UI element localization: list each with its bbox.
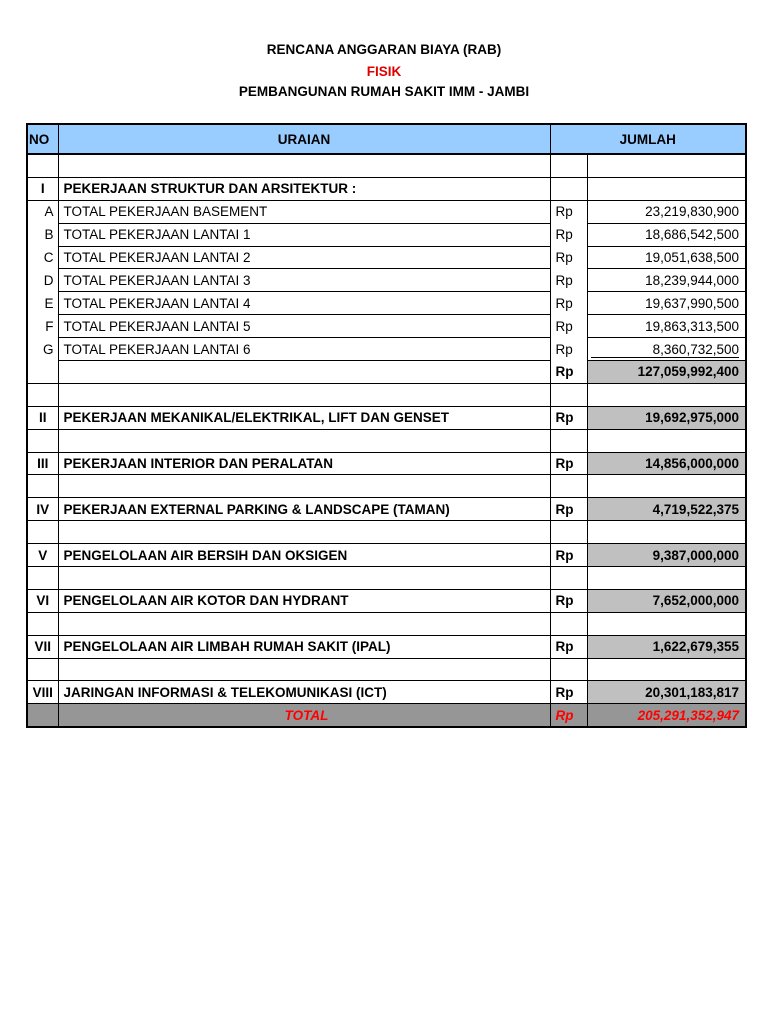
section-value: 1,622,679,355: [587, 635, 746, 658]
cell-empty: [58, 567, 550, 590]
section-no: VI: [27, 589, 58, 612]
section-no: I: [27, 177, 58, 200]
cell-empty: [550, 658, 587, 681]
item-desc: TOTAL PEKERJAAN LANTAI 4: [58, 292, 550, 315]
section-no: V: [27, 544, 58, 567]
subtotal-row: [27, 361, 746, 384]
table-header-row: [27, 124, 746, 154]
cell-empty: [550, 177, 587, 200]
section-title: PEKERJAAN STRUKTUR DAN ARSITEKTUR :: [58, 177, 550, 200]
item-value: 19,051,638,500: [587, 246, 746, 269]
item-value: 18,686,542,500: [587, 223, 746, 246]
section-no: VII: [27, 635, 58, 658]
total-currency: Rp: [550, 704, 587, 727]
cell-empty: [587, 429, 746, 452]
item-row: [27, 200, 746, 223]
item-row: [27, 338, 746, 361]
item-letter: B: [27, 223, 58, 246]
section-value: 14,856,000,000: [587, 452, 746, 475]
section-value: 7,652,000,000: [587, 589, 746, 612]
section-row: [27, 452, 746, 475]
section-currency: Rp: [550, 589, 587, 612]
subtotal-currency: Rp: [550, 361, 587, 384]
section-currency: Rp: [550, 452, 587, 475]
item-row: [27, 223, 746, 246]
empty-row: [27, 612, 746, 635]
section-currency: Rp: [550, 681, 587, 704]
total-value: 205,291,352,947: [587, 704, 746, 727]
cell-empty: [27, 521, 58, 544]
cell-empty: [27, 567, 58, 590]
item-desc: TOTAL PEKERJAAN LANTAI 1: [58, 223, 550, 246]
item-letter: A: [27, 200, 58, 223]
section-currency: Rp: [550, 544, 587, 567]
section-row: [27, 635, 746, 658]
item-value: 19,637,990,500: [587, 292, 746, 315]
item-currency: Rp: [550, 223, 587, 246]
subtotal-value: 127,059,992,400: [587, 361, 746, 384]
section-no: IV: [27, 498, 58, 521]
section-currency: Rp: [550, 406, 587, 429]
cell-empty: [27, 361, 58, 384]
header-jumlah: JUMLAH: [550, 124, 746, 154]
doc-title: RENCANA ANGGARAN BIAYA (RAB): [266, 42, 502, 57]
doc-subtitle: FISIK: [366, 64, 402, 79]
cell-empty: [550, 383, 587, 406]
item-value: 19,863,313,500: [587, 315, 746, 338]
cell-empty: [587, 177, 746, 200]
cell-empty: [27, 704, 58, 727]
empty-row: [27, 475, 746, 498]
cell-empty: [58, 154, 550, 177]
cell-empty: [58, 658, 550, 681]
section-title: JARINGAN INFORMASI & TELEKOMUNIKASI (ICT): [58, 681, 550, 704]
cell-empty: [27, 612, 58, 635]
section-no: VIII: [27, 681, 58, 704]
item-currency: Rp: [550, 200, 587, 223]
empty-row: [27, 383, 746, 406]
item-letter: E: [27, 292, 58, 315]
total-label: TOTAL: [58, 704, 550, 727]
cell-empty: [587, 154, 746, 177]
section-row: [27, 589, 746, 612]
section-value: 19,692,975,000: [587, 406, 746, 429]
item-currency: Rp: [550, 292, 587, 315]
section-value: 9,387,000,000: [587, 544, 746, 567]
item-row: [27, 246, 746, 269]
total-row: [27, 704, 746, 727]
cell-empty: [27, 475, 58, 498]
empty-row: [27, 658, 746, 681]
empty-row: [27, 429, 746, 452]
cell-empty: [550, 567, 587, 590]
section-row: [27, 544, 746, 567]
cell-empty: [587, 567, 746, 590]
empty-row: [27, 521, 746, 544]
item-currency: Rp: [550, 269, 587, 292]
item-row: [27, 315, 746, 338]
cell-empty: [58, 429, 550, 452]
item-currency: Rp: [550, 246, 587, 269]
cell-empty: [550, 475, 587, 498]
section-title: PEKERJAAN MEKANIKAL/ELEKTRIKAL, LIFT DAN GENSET: [58, 406, 550, 429]
section-no: III: [27, 452, 58, 475]
cell-empty: [58, 612, 550, 635]
item-desc: TOTAL PEKERJAAN BASEMENT: [58, 200, 550, 223]
cell-empty: [58, 383, 550, 406]
cell-empty: [550, 612, 587, 635]
item-value: 18,239,944,000: [587, 269, 746, 292]
header-no: NO: [27, 124, 58, 154]
item-desc: TOTAL PEKERJAAN LANTAI 5: [58, 315, 550, 338]
section-title: PEKERJAAN EXTERNAL PARKING & LANDSCAPE (TAMAN): [58, 498, 550, 521]
section-row: [27, 498, 746, 521]
item-value-cell: [587, 338, 746, 361]
item-desc: TOTAL PEKERJAAN LANTAI 2: [58, 246, 550, 269]
item-letter: F: [27, 315, 58, 338]
cell-empty: [58, 521, 550, 544]
section-title: PENGELOLAAN AIR KOTOR DAN HYDRANT: [58, 589, 550, 612]
cell-empty: [587, 475, 746, 498]
section-no: II: [27, 406, 58, 429]
cell-empty: [27, 154, 58, 177]
cell-empty: [587, 612, 746, 635]
section-title: PEKERJAAN INTERIOR DAN PERALATAN: [58, 452, 550, 475]
empty-row: [27, 567, 746, 590]
section-value: 20,301,183,817: [587, 681, 746, 704]
cell-empty: [550, 429, 587, 452]
cell-empty: [587, 383, 746, 406]
header-uraian: URAIAN: [58, 124, 550, 154]
item-letter: G: [27, 338, 58, 361]
cell-empty: [550, 521, 587, 544]
project-name: PEMBANGUNAN RUMAH SAKIT IMM - JAMBI: [238, 84, 530, 99]
item-value: 8,360,732,500: [591, 342, 739, 358]
section-title: PENGELOLAAN AIR LIMBAH RUMAH SAKIT (IPAL): [58, 635, 550, 658]
cell-empty: [587, 658, 746, 681]
empty-row: [27, 154, 746, 177]
section-currency: Rp: [550, 498, 587, 521]
cell-empty: [550, 154, 587, 177]
section-row: [27, 406, 746, 429]
item-desc: TOTAL PEKERJAAN LANTAI 3: [58, 269, 550, 292]
item-row: [27, 292, 746, 315]
cell-empty: [27, 658, 58, 681]
cell-empty: [27, 429, 58, 452]
budget-table: [26, 123, 747, 728]
cell-empty: [587, 521, 746, 544]
cell-empty: [58, 475, 550, 498]
section-currency: Rp: [550, 635, 587, 658]
section-row: [27, 681, 746, 704]
item-currency: Rp: [550, 315, 587, 338]
item-letter: D: [27, 269, 58, 292]
cell-empty: [58, 361, 550, 384]
item-value: 23,219,830,900: [587, 200, 746, 223]
item-desc: TOTAL PEKERJAAN LANTAI 6: [58, 338, 550, 361]
section-value: 4,719,522,375: [587, 498, 746, 521]
item-letter: C: [27, 246, 58, 269]
item-currency: Rp: [550, 338, 587, 361]
section-title: PENGELOLAAN AIR BERSIH DAN OKSIGEN: [58, 544, 550, 567]
item-row: [27, 269, 746, 292]
section-row: [27, 177, 746, 200]
cell-empty: [27, 383, 58, 406]
